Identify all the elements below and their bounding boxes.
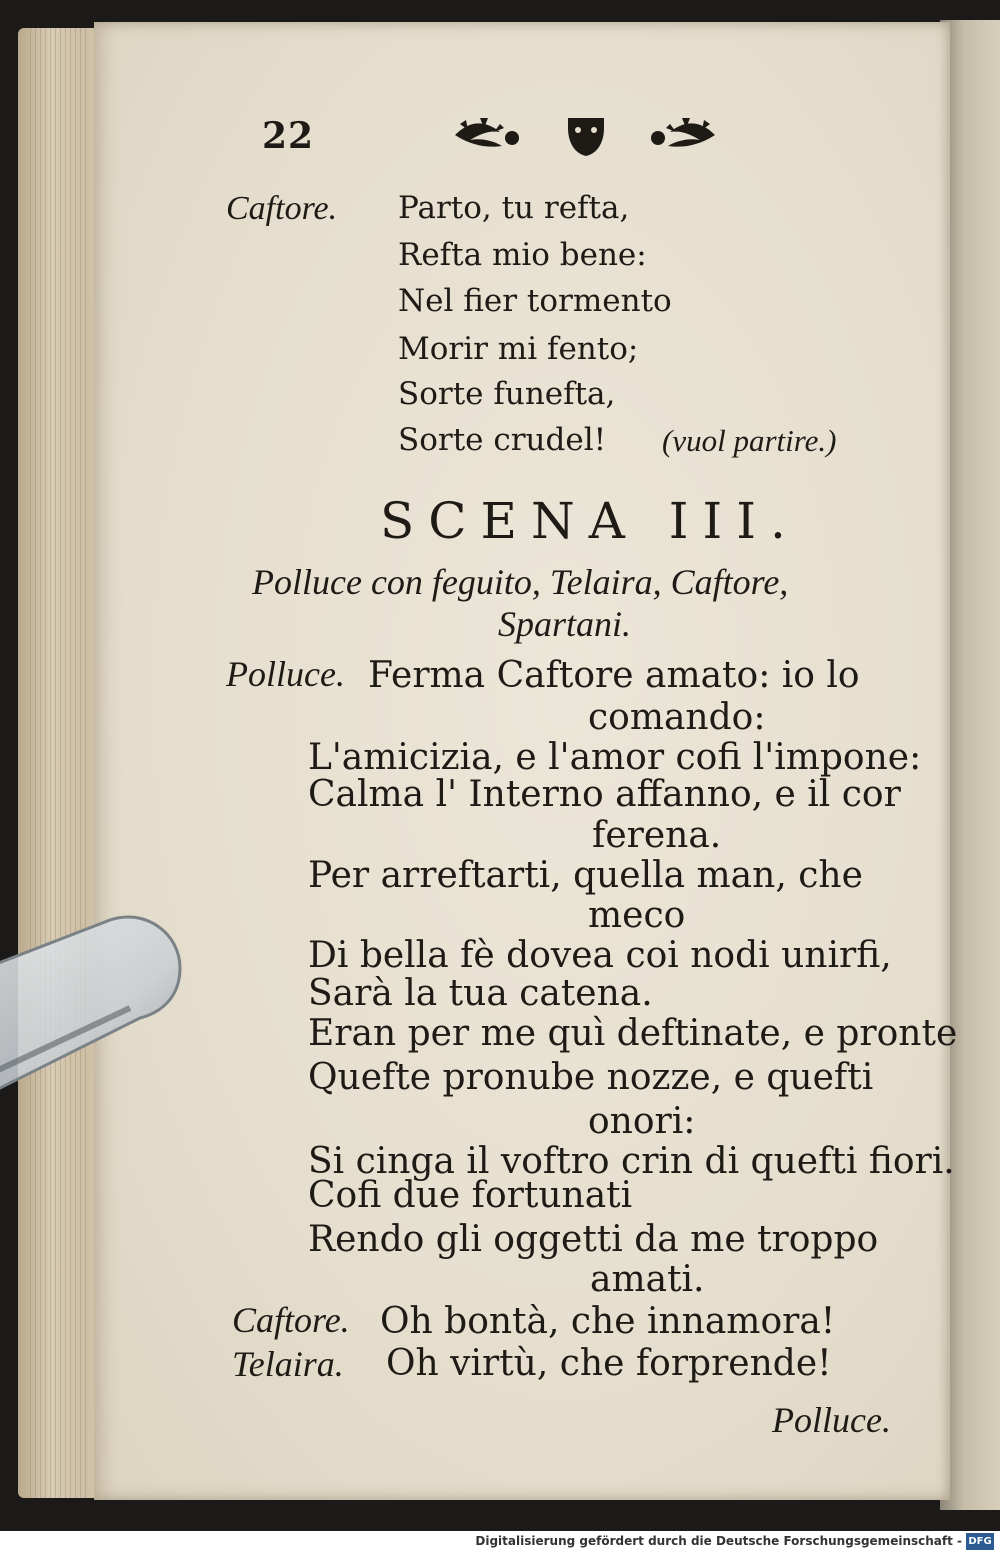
aria-line-2: Refta mio bene: <box>398 237 647 273</box>
page-number: 22 <box>262 115 315 157</box>
aria-line-1: Parto, tu refta, <box>398 190 630 226</box>
speaker-polluce: Polluce. <box>226 654 345 694</box>
footer-bar <box>0 1531 1000 1553</box>
page-edge-lines <box>30 28 90 1498</box>
telaira-line: Oh virtù, che forprende! <box>386 1343 832 1384</box>
aria-line-4: Morir mi fento; <box>398 331 639 367</box>
polluce-line-2: comando: <box>588 697 766 738</box>
polluce-line-11: Quefte pronube nozze, e quefti <box>308 1057 874 1098</box>
polluce-line-1: Ferma Caftore amato: io lo <box>368 655 860 696</box>
stage-direction: (vuol partire.) <box>662 423 837 458</box>
catchword: Polluce. <box>772 1400 891 1440</box>
polluce-line-16: amati. <box>590 1259 705 1300</box>
speaker-castore-2: Caftore. <box>232 1300 350 1340</box>
polluce-line-10: Eran per me quì deftinate, e pronte <box>308 1013 958 1054</box>
polluce-line-4: Calma l' Interno affanno, e il cor <box>308 774 901 815</box>
floral-mask-ornament-icon <box>450 110 720 160</box>
page-holder-clip <box>0 908 190 1148</box>
polluce-line-6: Per arreftarti, quella man, che <box>308 855 863 896</box>
polluce-line-12: onori: <box>588 1101 696 1142</box>
scene-heading: SCENA III. <box>380 492 800 550</box>
polluce-line-8: Di bella fè dovea coi nodi unirfi, <box>308 935 892 976</box>
dfg-logo: DFG <box>966 1533 994 1550</box>
scene-cast-line-1: Polluce con feguito, Telaira, Caftore, <box>252 562 789 602</box>
speaker-castore: Caftore. <box>226 190 338 227</box>
speaker-telaira: Telaira. <box>232 1344 344 1384</box>
polluce-line-7: meco <box>588 895 686 936</box>
polluce-line-9: Sarà la tua catena. <box>308 973 653 1014</box>
footer-credit: Digitalisierung gefördert durch die Deutsche Forschungsgemeinschaft - <box>475 1534 962 1548</box>
aria-line-5: Sorte funefta, <box>398 376 616 412</box>
polluce-line-3: L'amicizia, e l'amor cofi l'impone: <box>308 737 922 778</box>
castore-line: Oh bontà, che innamora! <box>380 1301 836 1342</box>
polluce-line-14: Cofi due fortunati <box>308 1175 633 1216</box>
aria-line-3: Nel fier tormento <box>398 283 672 319</box>
aria-line-6: Sorte crudel! <box>398 422 607 458</box>
polluce-line-15: Rendo gli oggetti da me troppo <box>308 1219 879 1260</box>
polluce-line-13: Si cinga il voftro crin di quefti fiori. <box>308 1141 955 1182</box>
scene-cast-line-2: Spartani. <box>498 604 632 644</box>
polluce-line-5: ferena. <box>592 815 722 856</box>
